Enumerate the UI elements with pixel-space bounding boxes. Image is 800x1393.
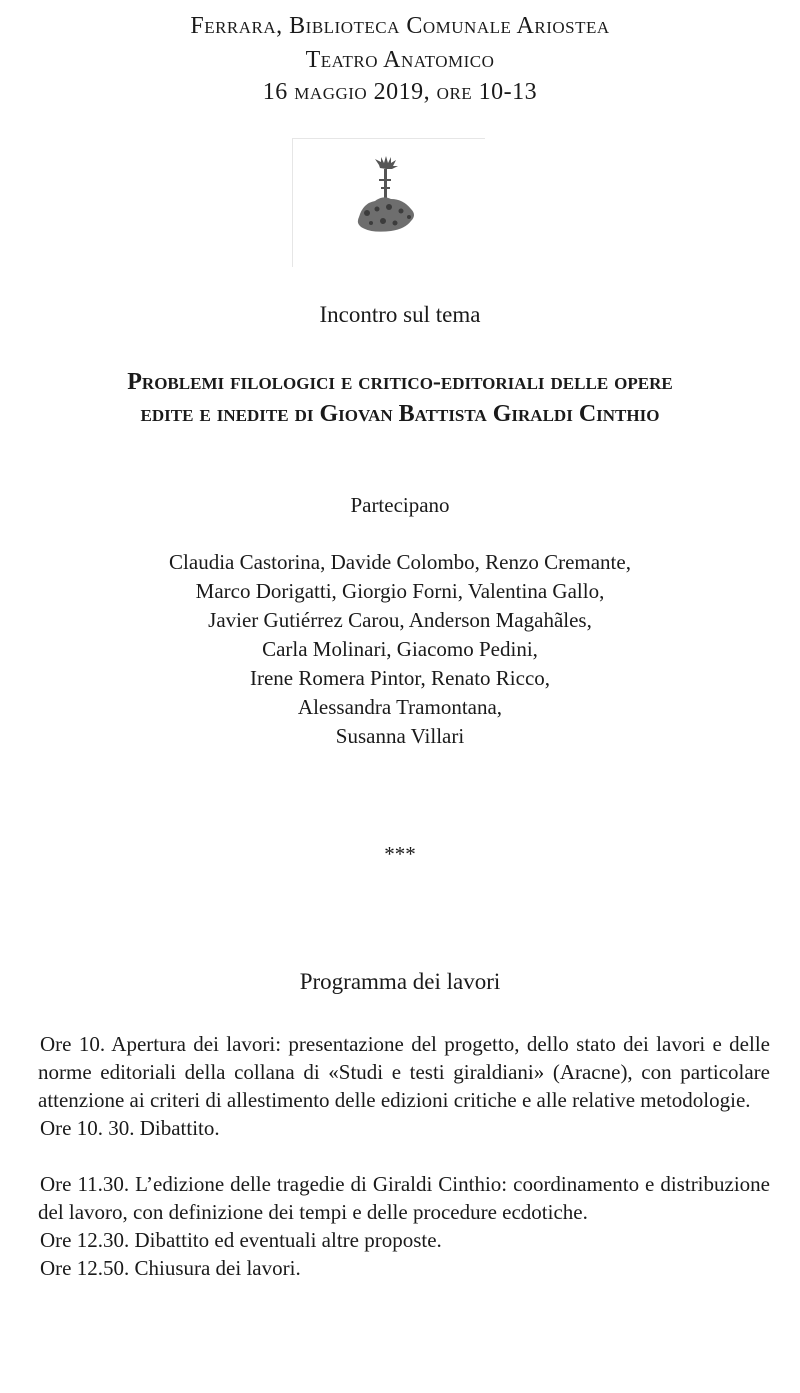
- event-title-line-2: edite e inedite di Giovan Battista Giraldi Cinthio: [140, 401, 660, 427]
- program-heading: Programma dei lavori: [299, 969, 501, 994]
- participant-line: Javier Gutiérrez Carou, Anderson Magahãles,: [208, 608, 592, 632]
- tree-island-emblem-icon: [293, 139, 485, 267]
- participant-line: Susanna Villari: [335, 724, 465, 748]
- date-time-line: 16 maggio 2019, ore 10-13: [262, 79, 538, 105]
- location-line: Teatro Anatomico: [305, 47, 495, 73]
- schedule-item: Ore 11.30. L’edizione delle tragedie di Giraldi Cinthio: coordinamento e distribuzione del lavoro, con definizione dei tempi e delle procedure ecdotiche.: [38, 1172, 770, 1224]
- logo-frame: [292, 138, 485, 267]
- intro-text: Incontro sul tema: [319, 302, 481, 327]
- program-schedule: [38, 1030, 770, 1282]
- participant-line: Irene Romera Pintor, Renato Ricco,: [249, 666, 551, 690]
- schedule-item: Ore 12.30. Dibattito ed eventuali altre proposte.: [40, 1228, 442, 1252]
- participant-line: Marco Dorigatti, Giorgio Forni, Valentina Gallo,: [195, 579, 605, 603]
- participants-list: [0, 548, 800, 751]
- venue-line: Ferrara, Biblioteca Comunale Ariostea: [190, 13, 610, 39]
- event-title-line-1: Problemi filologici e critico-editoriali delle opere: [127, 369, 673, 395]
- section-separator: ***: [384, 842, 416, 866]
- participant-line: Carla Molinari, Giacomo Pedini,: [262, 637, 538, 661]
- schedule-item: Ore 10. Apertura dei lavori: presentazione del progetto, dello stato dei lavori e delle norme editoriali della collana di «Studi e testi giraldiani» (Aracne), con particolare attenzione ai criteri di allestimento delle edizioni critiche e alle relative metodologie.: [38, 1032, 770, 1112]
- schedule-item: Ore 10. 30. Dibattito.: [40, 1116, 220, 1140]
- schedule-item: Ore 12.50. Chiusura dei lavori.: [40, 1256, 301, 1280]
- participant-line: Claudia Castorina, Davide Colombo, Renzo Cremante,: [169, 550, 631, 574]
- participant-line: Alessandra Tramontana,: [297, 695, 503, 719]
- participants-heading: Partecipano: [350, 493, 450, 517]
